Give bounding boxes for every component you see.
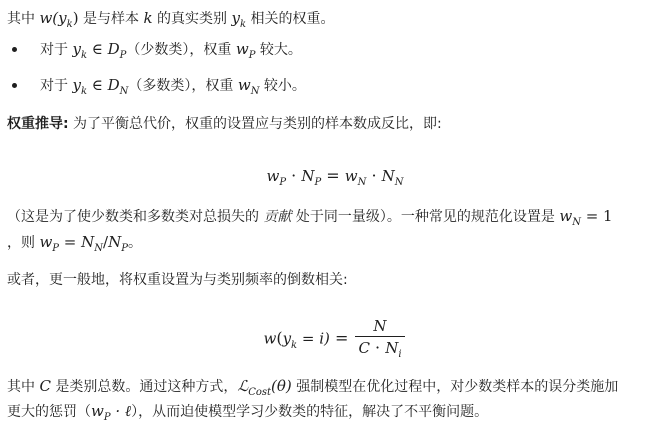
- inverse-frequency-line: [7, 270, 348, 290]
- eq1-w2: w: [344, 167, 358, 185]
- para4-wp: w: [91, 402, 104, 420]
- para4-theta: (θ): [271, 377, 292, 395]
- intro-line: [7, 8, 334, 31]
- bullet-item-majority: [40, 75, 306, 98]
- eq1-n: N: [301, 167, 315, 185]
- eq2-w: w: [263, 329, 277, 348]
- eq1-w2-sub: N: [357, 177, 367, 188]
- eq1-n2-sub: N: [394, 177, 404, 188]
- eq1-n2: N: [381, 167, 395, 185]
- para4-c: C: [39, 377, 51, 395]
- para4-mid: 是类别总数。通过这种方式，: [50, 379, 238, 395]
- eq2-num-n: N: [373, 317, 387, 335]
- conclusion-line-2: [7, 401, 488, 424]
- para2-wp-sub: P: [52, 243, 60, 254]
- bullet-w: w: [235, 40, 249, 58]
- para4-suffix: 强制模型在优化过程中，对少数类样本的误分类施加: [291, 379, 619, 395]
- para2-np-sub: P: [121, 243, 128, 254]
- sample-k: k: [143, 9, 153, 27]
- bullet-set-sub: P: [119, 50, 127, 61]
- eq2-den-n: N: [385, 339, 399, 357]
- eq1-equals: =: [321, 166, 345, 185]
- para4-loss-sub: Cost: [248, 387, 272, 398]
- label-y-subscript: k: [239, 19, 246, 30]
- eq2-numerator: [355, 316, 404, 337]
- eq1-dot2: ·: [366, 166, 382, 185]
- bullet-w: w: [237, 76, 251, 94]
- para2-eq-one: = 1: [580, 207, 613, 225]
- weight-subscript: k: [66, 19, 73, 30]
- bullet-set-note: （少数类）: [126, 42, 190, 58]
- bullet-w-sub: P: [248, 50, 256, 61]
- eq2-denominator: [355, 337, 404, 362]
- para4-loss: ℒ: [237, 377, 249, 395]
- para2-line2-suffix: 。: [127, 235, 142, 251]
- para4-prefix: 其中: [7, 379, 40, 395]
- para2-wp: w: [39, 233, 53, 251]
- bullet-suffix: 较小。: [259, 78, 306, 94]
- bullet-mid: ，权重: [191, 78, 238, 94]
- eq2-den-c: C: [358, 339, 370, 357]
- bullet-y-sub: k: [80, 86, 87, 97]
- derivation-label: 权重推导:: [7, 116, 69, 132]
- para2-wn-sub: N: [572, 217, 581, 228]
- para2-line2-prefix: ，则: [7, 235, 40, 251]
- bullet-set: D: [107, 76, 120, 94]
- bullet-prefix: 对于: [40, 78, 73, 94]
- intro-suffix: 相关的权重。: [246, 11, 335, 27]
- bullet-y-sub: k: [80, 50, 87, 61]
- para4-wp-sub: P: [103, 412, 111, 423]
- eq2-open: (: [276, 328, 283, 348]
- bullet-dot: [12, 83, 17, 88]
- para4-line2-suffix: ），从而迫使模型学习少数类的特征，解决了不平衡问题。: [131, 404, 489, 420]
- normalization-line-2: [7, 232, 142, 255]
- para2-mid: 处于同一量级）。一种常见的规范化设置是: [291, 209, 560, 225]
- intro-mid2: 的真实类别: [152, 11, 232, 27]
- eq2-eq-i: = i): [297, 329, 330, 348]
- para2-prefix: （这是为了使少数类和多数类对总损失的: [7, 209, 264, 225]
- derivation-line: [7, 114, 442, 134]
- normalization-line-1: [7, 206, 613, 229]
- eq2-equals: =: [329, 328, 354, 348]
- para2-nn: N: [81, 233, 95, 251]
- para2-wn: w: [559, 207, 573, 225]
- bullet-item-minority: [40, 39, 302, 62]
- para2-np: N: [108, 233, 122, 251]
- bullet-set: D: [107, 40, 120, 58]
- intro-prefix: 其中: [7, 11, 40, 27]
- eq2-y-sub: k: [291, 339, 298, 351]
- bullet-dot: [12, 47, 17, 52]
- para3-text: 或者，更一般地，将权重设置为与类别频率的倒数相关:: [7, 272, 348, 288]
- bullet-suffix: 较大。: [255, 42, 302, 58]
- para2-equals: =: [59, 233, 82, 251]
- para4-dot-ell: · ℓ: [110, 402, 132, 420]
- bullet-prefix: 对于: [40, 42, 73, 58]
- eq1-w-sub: P: [279, 177, 287, 188]
- eq1-n-sub: P: [314, 177, 322, 188]
- bullet-in: ∈: [87, 40, 108, 58]
- eq1-w: w: [266, 167, 280, 185]
- bullet-in: ∈: [87, 76, 108, 94]
- intro-mid1: 是与样本: [78, 11, 144, 27]
- derivation-text: 为了平衡总代价，权重的设置应与类别的样本数成反比，即:: [68, 116, 442, 132]
- bullet-mid: ，权重: [189, 42, 236, 58]
- conclusion-line-1: [7, 376, 618, 399]
- para2-emphasis: 贡献: [263, 209, 292, 225]
- eq2-y: y: [282, 329, 292, 348]
- equation-balance: [0, 166, 670, 188]
- eq1-dot: ·: [286, 166, 302, 185]
- para2-nn-sub: N: [94, 243, 104, 254]
- bullet-y: y: [72, 76, 81, 94]
- bullet-set-sub: N: [119, 86, 129, 97]
- para4-line2-prefix: 更大的惩罚（: [7, 404, 91, 420]
- label-y: y: [231, 9, 240, 27]
- para2-slash: /: [103, 233, 109, 251]
- weight-close-paren: ): [72, 9, 79, 27]
- bullet-set-note: （多数类）: [128, 78, 192, 94]
- bullet-w-sub: N: [250, 86, 260, 97]
- eq2-den-dot: ·: [369, 338, 386, 357]
- bullet-y: y: [72, 40, 81, 58]
- equation-inverse-frequency: [0, 316, 670, 362]
- eq2-fraction: [355, 316, 404, 362]
- eq2-den-sub: i: [398, 349, 402, 360]
- weight-symbol: w(y: [39, 9, 67, 27]
